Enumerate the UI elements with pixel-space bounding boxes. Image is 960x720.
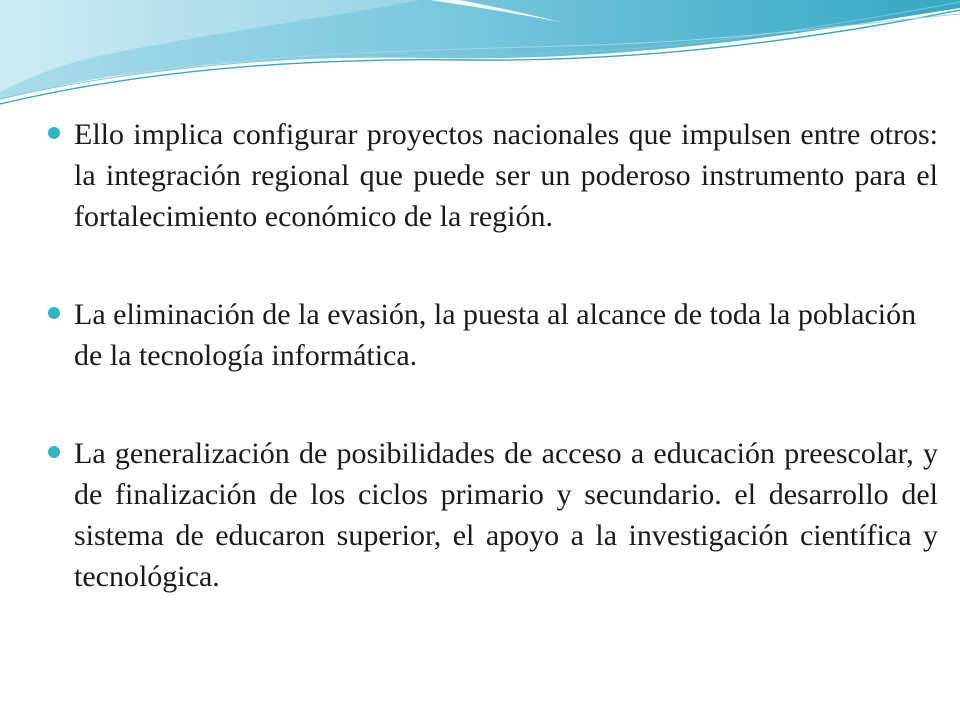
bullet-list [46,114,938,597]
bullet-item [46,433,938,597]
bullet-text: La generalización de posibilidades de acceso a educación preescolar, y de finalización de los ciclos primario y secundario. el desarrollo del sistema de educaron superior, el apoyo a la investigación científica y tecnológica. [74,437,938,593]
bullet-item [46,294,938,376]
bullet-text: La eliminación de la evasión, la puesta al alcance de toda la población de la tecnología informática. [74,298,917,372]
header-wave-decoration [0,0,960,110]
bullet-dot-icon [48,446,60,458]
bullet-text: Ello implica configurar proyectos nacionales que impulsen entre otros: la integración regional que puede ser un poderoso instrumento para el fortalecimiento económico de la región. [74,118,938,233]
bullet-item [46,114,938,237]
bullet-dot-icon [48,127,60,139]
bullet-dot-icon [48,307,60,319]
